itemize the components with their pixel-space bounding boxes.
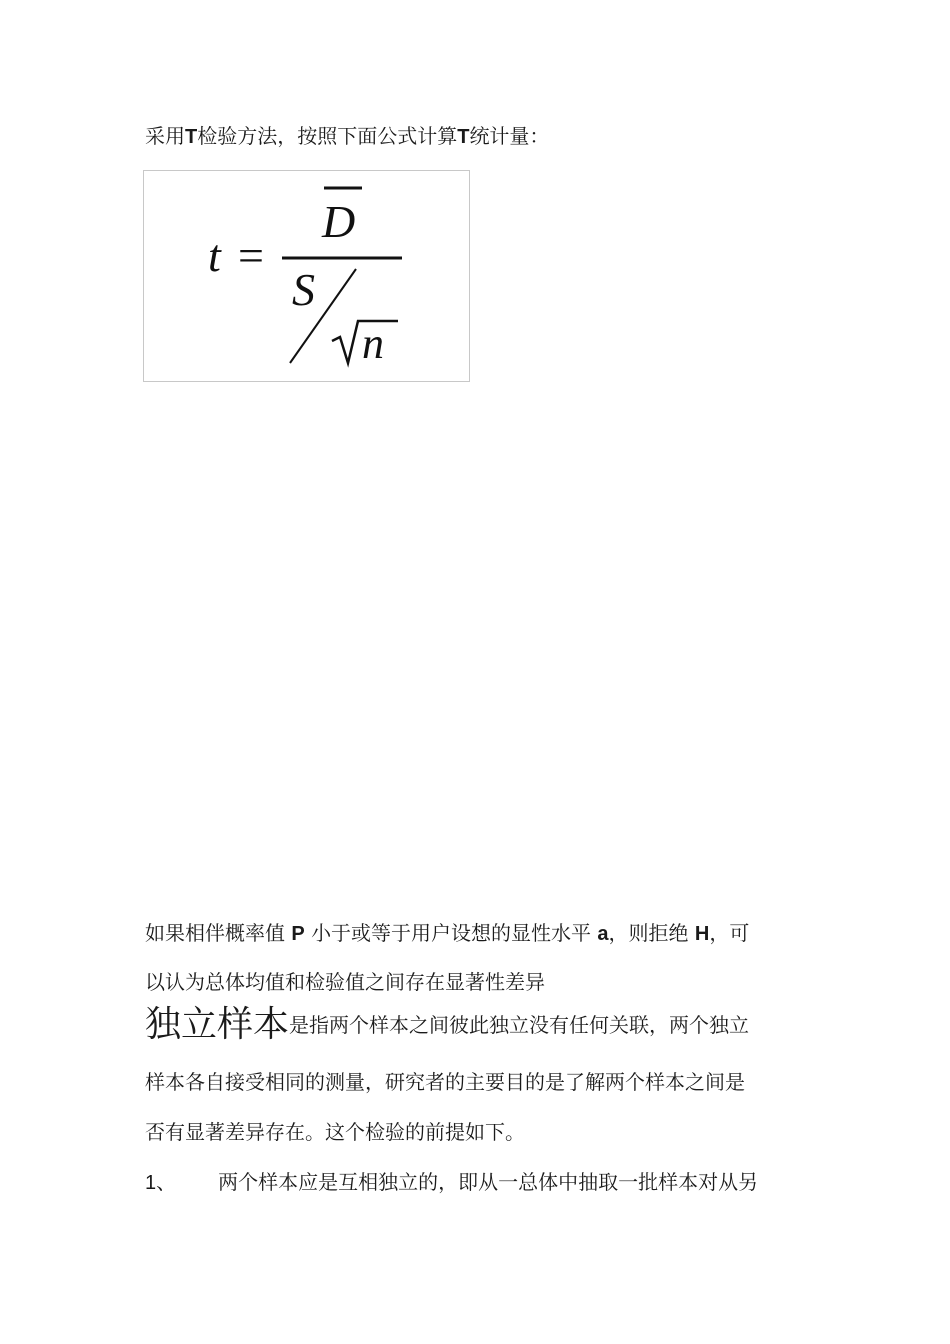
independent-sample-term: 独立样本 [145,1004,290,1045]
conclusion-text-3: ，则拒绝 [608,921,689,945]
conclusion-text-4: ，可 [709,921,750,945]
independent-line-1 [145,1003,749,1047]
formula-equals: = [238,230,264,281]
intro-t-symbol-2: T [457,126,470,148]
intro-line [145,122,549,151]
formula-denominator: S [292,264,315,315]
h-symbol: H [694,923,710,945]
list-item-number: 1、 [145,1172,177,1194]
intro-t-symbol-1: T [185,126,198,148]
conclusion-text-1: 如果相伴概率值 [145,921,285,945]
conclusion-text-2: 小于或等于用户设想的显性水平 [311,921,592,945]
list-item [145,1168,758,1197]
intro-text-2: 检验方法，按照下面公式计算 [197,124,458,148]
t-statistic-formula [144,171,471,383]
formula-numerator: D [322,196,356,247]
formula-lhs: t [208,230,221,281]
independent-line-1-rest: 是指两个样本之间彼此独立没有任何关联，两个独立 [289,1013,750,1037]
independent-line-3: 否有显著差异存在。这个检验的前提如下。 [145,1120,525,1144]
conclusion-line-2: 以认为总体均值和检验值之间存在显著性差异 [145,970,545,994]
list-item-text: 两个样本应是互相独立的，即从一总体中抽取一批样本对从另 [218,1170,759,1194]
p-value-symbol: P [291,923,305,945]
conclusion-line-1 [145,919,749,948]
formula-radicand: n [362,319,384,368]
intro-text-3: 统计量： [469,124,550,148]
formula-image [143,170,470,382]
independent-line-2: 样本各自接受相同的测量，研究者的主要目的是了解两个样本之间是 [145,1070,745,1094]
intro-text-1: 采用 [145,124,185,148]
alpha-symbol: a [597,923,609,945]
